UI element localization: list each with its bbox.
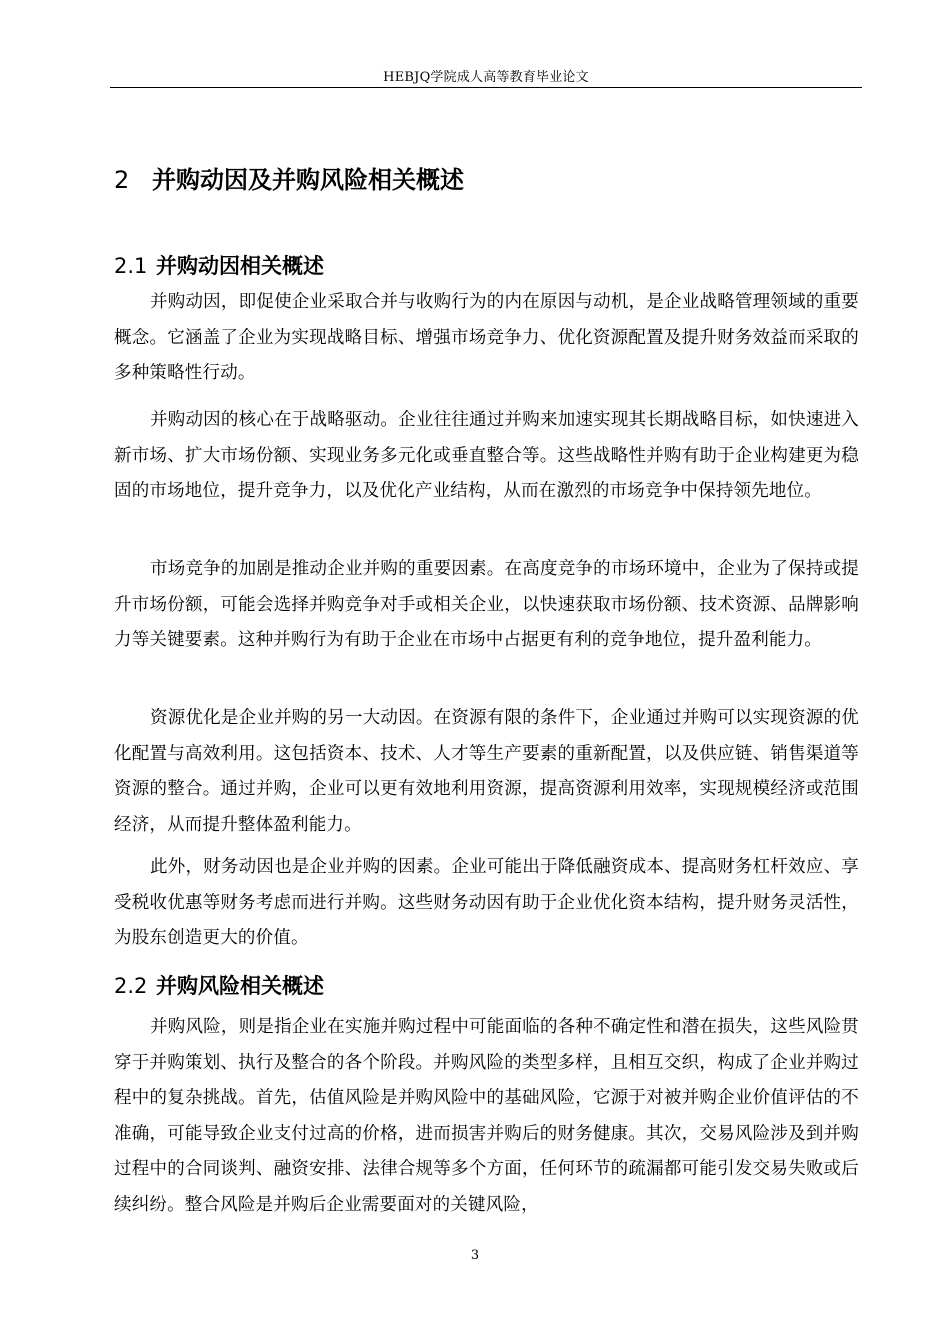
chapter-number: 2 [114,166,130,194]
header-divider [110,87,862,88]
paragraph-6: 并购风险，则是指企业在实施并购过程中可能面临的各种不确定性和潜在损失，这些风险贯穿于并购策划、执行及整合的各个阶段。并购风险的类型多样，且相互交织，构成了企业并购过程中的复杂挑战。首先，估值风险是并购风险中的基础风险，它源于对被并购企业价值评估的不准确，可能导致企业支付过高的价格，进而损害并购后的财务健康。其次，交易风险涉及到并购过程中的合同谈判、融资安排、法律合规等多个方面，任何环节的疏漏都可能引发交易失败或后续纠纷。整合风险是并购后企业需要面对的关键风险， [114,1017,859,1215]
paragraph-4: 资源优化是企业并购的另一大动因。在资源有限的条件下，企业通过并购可以实现资源的优化配置与高效利用。这包括资本、技术、人才等生产要素的重新配置，以及供应链、销售渠道等资源的整合。通过并购，企业可以更有效地利用资源，提高资源利用效率，实现规模经济或范围经济，从而提升整体盈利能力。 [114,708,859,835]
section-number: 2.1 [114,254,148,278]
section-heading-2-2 [114,970,324,1000]
paragraph-2: 并购动因的核心在于战略驱动。企业往往通过并购来加速实现其长期战略目标，如快速进入新市场、扩大市场份额、实现业务多元化或垂直整合等。这些战略性并购有助于企业构建更为稳固的市场地位，提升竞争力，以及优化产业结构，从而在激烈的市场竞争中保持领先地位。 [114,410,859,501]
paragraph-5: 此外，财务动因也是企业并购的因素。企业可能出于降低融资成本、提高财务杠杆效应、享受税收优惠等财务考虑而进行并购。这些财务动因有助于企业优化资本结构，提升财务灵活性，为股东创造更大的价值。 [114,857,859,948]
page-number: 3 [470,1248,480,1263]
section-number: 2.2 [114,974,148,998]
paragraph-1: 并购动因，即促使企业采取合并与收购行为的内在原因与动机，是企业战略管理领域的重要概念。它涵盖了企业为实现战略目标、增强市场竞争力、优化资源配置及提升财务效益而采取的多种策略性行动。 [114,292,859,383]
chapter-heading [114,160,464,195]
section-heading-2-1 [114,250,324,280]
running-header: HEBJQ学院成人高等教育毕业论文 [383,70,589,85]
section-title: 并购风险相关概述 [156,974,324,998]
chapter-title: 并购动因及并购风险相关概述 [152,166,464,194]
paragraph-3: 市场竞争的加剧是推动企业并购的重要因素。在高度竞争的市场环境中，企业为了保持或提升市场份额，可能会选择并购竞争对手或相关企业，以快速获取市场份额、技术资源、品牌影响力等关键要素。这种并购行为有助于企业在市场中占据更有利的竞争地位，提升盈利能力。 [114,559,859,650]
section-title: 并购动因相关概述 [156,254,324,278]
